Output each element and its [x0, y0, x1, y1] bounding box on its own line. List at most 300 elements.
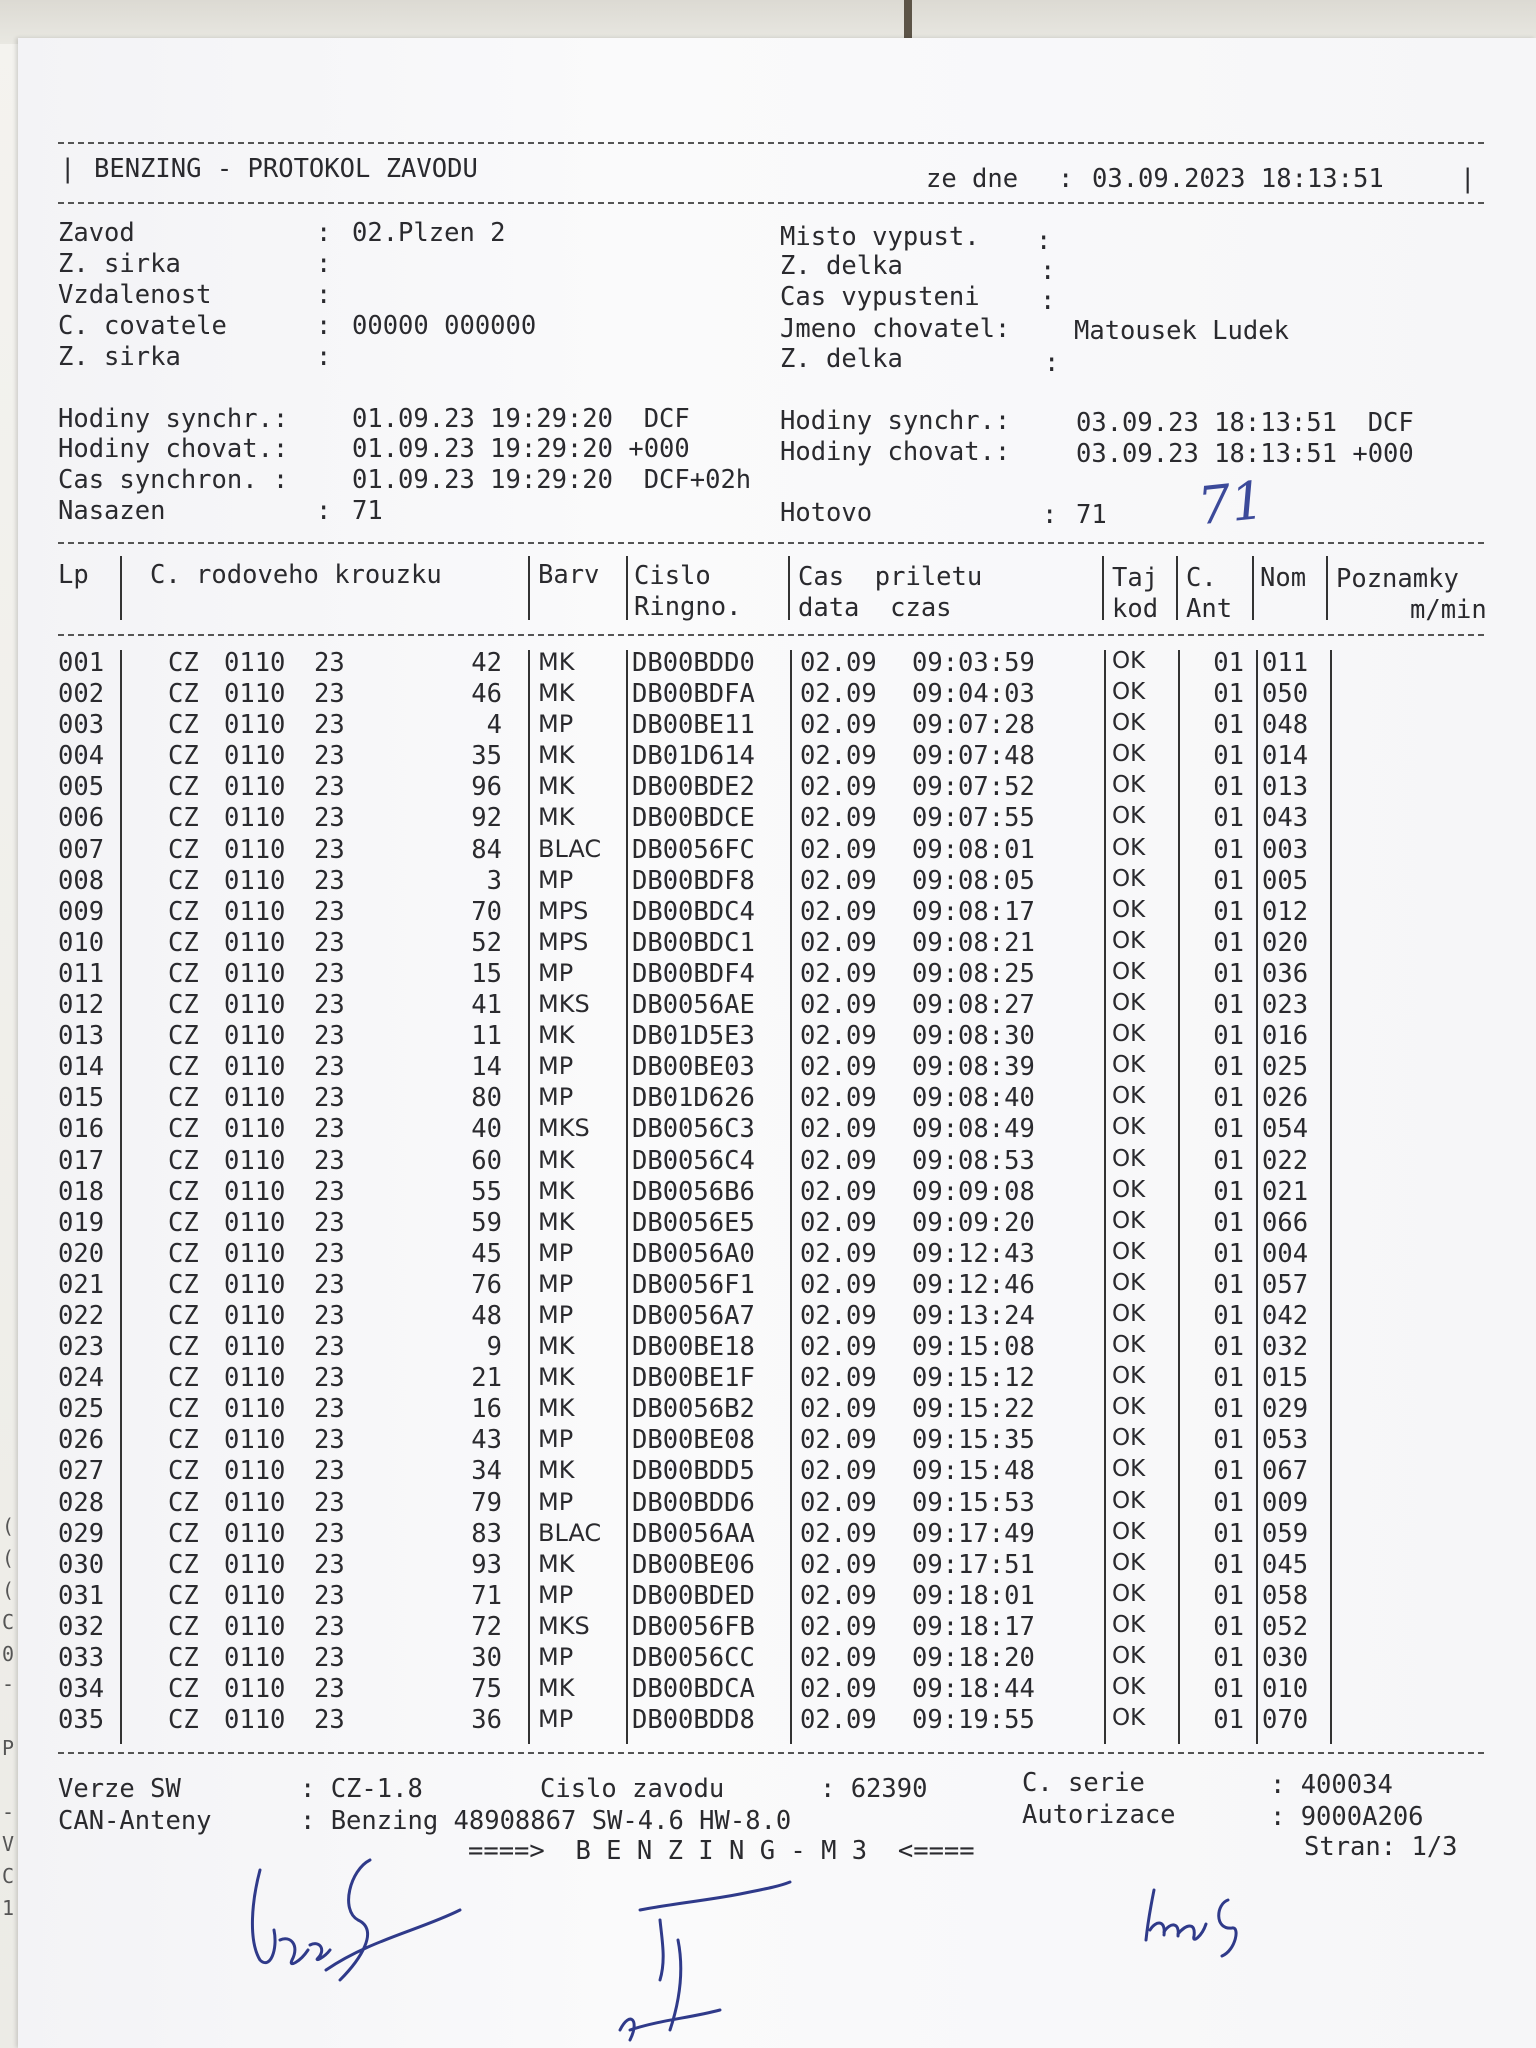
cell-year: 23: [314, 1207, 345, 1238]
cell-nom: 011: [1262, 648, 1309, 678]
cell-nom: 048: [1262, 710, 1309, 741]
cell-antenna: 01: [1213, 1643, 1244, 1673]
table-row: [58, 1705, 1498, 1736]
info-value-covatele: 00000 000000: [352, 311, 537, 341]
cell-taj: OK: [1112, 1363, 1146, 1390]
cell-date: 02.09: [800, 1611, 877, 1642]
table-row: [58, 1425, 1498, 1456]
cell-org: 0110: [224, 741, 286, 772]
cell-org: 0110: [224, 648, 286, 678]
cell-barv: MK: [538, 741, 575, 770]
cell-taj: OK: [1112, 1052, 1146, 1079]
cell-date: 02.09: [800, 741, 877, 772]
info-colon: :: [316, 342, 332, 372]
cell-ringno: DB00BDFA: [632, 679, 755, 710]
cell-year: 23: [314, 1394, 345, 1425]
cell-time: 09:07:52: [912, 772, 1035, 803]
cell-time: 09:07:55: [912, 803, 1035, 834]
margin-mark: -: [2, 1800, 15, 1824]
cell-time: 09:08:21: [912, 927, 1035, 958]
table-row: [58, 741, 1498, 772]
cell-antenna: 01: [1213, 1363, 1244, 1394]
cell-nom: 045: [1262, 1549, 1309, 1580]
info-label-delka: Z. delka: [780, 251, 903, 281]
cell-year: 23: [314, 1705, 345, 1736]
cell-country: CZ: [168, 1674, 199, 1705]
cell-lp: 009: [58, 896, 105, 927]
cell-org: 0110: [224, 1580, 286, 1611]
cell-year: 23: [314, 1145, 345, 1176]
cell-nom: 005: [1262, 865, 1309, 896]
cell-barv: MP: [538, 958, 574, 987]
cell-antenna: 01: [1213, 803, 1244, 834]
cell-year: 23: [314, 1363, 345, 1394]
cell-lp: 010: [58, 927, 105, 958]
cell-antenna: 01: [1213, 865, 1244, 896]
cell-org: 0110: [224, 1114, 286, 1145]
info-label-jmeno: Jmeno chovatel:: [780, 314, 1011, 344]
cell-ringno: DB00BE06: [632, 1549, 755, 1580]
cell-ringno: DB00BDF4: [632, 958, 755, 989]
cell-ring-number: 71: [471, 1580, 502, 1611]
cell-antenna: 01: [1213, 1518, 1244, 1549]
col-header-cas: Cas priletu: [798, 562, 983, 592]
cell-ring-number: 45: [471, 1238, 502, 1269]
cell-year: 23: [314, 1238, 345, 1269]
signature-2: [600, 1880, 800, 2048]
footer-cislo-label: Cislo zavodu: [540, 1774, 725, 1804]
cell-country: CZ: [168, 803, 199, 834]
cell-nom: 015: [1262, 1363, 1309, 1394]
cell-nom: 010: [1262, 1674, 1309, 1705]
cell-time: 09:17:49: [912, 1518, 1035, 1549]
cell-taj: OK: [1112, 1580, 1146, 1607]
cell-date: 02.09: [800, 1176, 877, 1207]
cell-antenna: 01: [1213, 1394, 1244, 1425]
cell-ring-number: 79: [471, 1487, 502, 1518]
cell-taj: OK: [1112, 1674, 1146, 1701]
cell-country: CZ: [168, 1176, 199, 1207]
cell-taj: OK: [1112, 1083, 1146, 1110]
cell-time: 09:03:59: [912, 648, 1035, 678]
cell-date: 02.09: [800, 679, 877, 710]
cell-time: 09:08:40: [912, 1083, 1035, 1114]
table-row: [58, 772, 1498, 803]
cell-ring-number: 76: [471, 1269, 502, 1300]
cell-taj: OK: [1112, 834, 1146, 861]
cell-nom: 057: [1262, 1269, 1309, 1300]
sync-label-hodiny-synchr: Hodiny synchr.:: [58, 404, 289, 434]
cell-lp: 015: [58, 1083, 105, 1114]
cell-org: 0110: [224, 710, 286, 741]
cell-antenna: 01: [1213, 1705, 1244, 1736]
margin-mark: (: [2, 1546, 15, 1570]
cell-lp: 033: [58, 1643, 105, 1673]
cell-time: 09:15:48: [912, 1456, 1035, 1487]
cell-org: 0110: [224, 1487, 286, 1518]
cell-year: 23: [314, 772, 345, 803]
cell-ringno: DB00BDCE: [632, 803, 755, 834]
cell-country: CZ: [168, 1021, 199, 1052]
footer-cislo-value: : 62390: [820, 1774, 928, 1804]
cell-ring-number: 34: [471, 1456, 502, 1487]
cell-barv: MKS: [538, 990, 590, 1019]
cell-org: 0110: [224, 1394, 286, 1425]
info-label-sirka-2: Z. sirka: [58, 342, 181, 372]
cell-lp: 029: [58, 1518, 105, 1549]
cell-date: 02.09: [800, 1332, 877, 1363]
cell-lp: 019: [58, 1207, 105, 1238]
cell-taj: OK: [1112, 679, 1146, 706]
sync-label-hodiny-chovat-right: Hodiny chovat.:: [780, 437, 1011, 467]
cell-barv: MKS: [538, 1114, 590, 1143]
cell-antenna: 01: [1213, 710, 1244, 741]
cell-taj: OK: [1112, 896, 1146, 923]
cell-nom: 021: [1262, 1176, 1309, 1207]
cell-lp: 013: [58, 1021, 105, 1052]
cell-time: 09:18:01: [912, 1580, 1035, 1611]
sync-value-hotovo: 71: [1076, 500, 1107, 530]
cell-taj: OK: [1112, 865, 1146, 892]
cell-nom: 032: [1262, 1332, 1309, 1363]
cell-barv: MP: [538, 1643, 574, 1671]
info-colon: :: [1036, 226, 1052, 256]
cell-country: CZ: [168, 896, 199, 927]
cell-year: 23: [314, 1176, 345, 1207]
cell-ringno: DB00BDC1: [632, 927, 755, 958]
cell-org: 0110: [224, 1674, 286, 1705]
cell-time: 09:08:17: [912, 896, 1035, 927]
cell-year: 23: [314, 958, 345, 989]
cell-ring-number: 46: [471, 679, 502, 710]
col-header-cislo: Cislo: [634, 561, 711, 591]
cell-barv: MK: [538, 1363, 575, 1392]
table-row: [58, 1301, 1498, 1332]
handwritten-count: 71: [1195, 470, 1268, 538]
col-separator: [1326, 556, 1328, 620]
sync-value-hodiny-synchr-right: 03.09.23 18:13:51 DCF: [1076, 408, 1414, 438]
cell-country: CZ: [168, 648, 199, 678]
cell-lp: 016: [58, 1114, 105, 1145]
cell-country: CZ: [168, 741, 199, 772]
cell-time: 09:08:05: [912, 865, 1035, 896]
cell-country: CZ: [168, 772, 199, 803]
cell-ring-number: 11: [471, 1021, 502, 1052]
table-row: [58, 866, 1498, 897]
info-colon: :: [1044, 348, 1060, 378]
cell-date: 02.09: [800, 1021, 877, 1052]
cell-country: CZ: [168, 834, 199, 865]
cell-antenna: 01: [1213, 1300, 1244, 1331]
cell-country: CZ: [168, 1083, 199, 1114]
cell-org: 0110: [224, 1518, 286, 1549]
table-row: [58, 1643, 1498, 1674]
cell-lp: 007: [58, 834, 105, 865]
col-separator: [1176, 556, 1178, 620]
cell-lp: 032: [58, 1611, 105, 1642]
header-top-rule: [58, 142, 1484, 144]
margin-mark: -: [2, 1672, 15, 1696]
cell-antenna: 01: [1213, 927, 1244, 958]
cell-antenna: 01: [1213, 1021, 1244, 1052]
cell-year: 23: [314, 679, 345, 710]
col-header-barv: Barv: [538, 560, 600, 590]
col-header-ringno: Ringno.: [634, 592, 742, 622]
cell-date: 02.09: [800, 958, 877, 989]
sync-label-hodiny-chovat: Hodiny chovat.:: [58, 434, 289, 464]
cell-antenna: 01: [1213, 741, 1244, 772]
footer-verze-value: : CZ-1.8: [300, 1774, 423, 1804]
cell-ringno: DB00BE11: [632, 710, 755, 741]
cell-date: 02.09: [800, 927, 877, 958]
cell-country: CZ: [168, 1052, 199, 1083]
footer-page-number: Stran: 1/3: [1304, 1832, 1458, 1862]
table-row: [58, 990, 1498, 1021]
cell-ringno: DB0056A0: [632, 1238, 755, 1269]
cell-year: 23: [314, 1021, 345, 1052]
table-row: [58, 959, 1498, 990]
cell-ring-number: 48: [471, 1300, 502, 1331]
table-row: [58, 1550, 1498, 1581]
cell-lp: 030: [58, 1549, 105, 1580]
cell-date: 02.09: [800, 772, 877, 803]
cell-country: CZ: [168, 990, 199, 1021]
cell-time: 09:08:30: [912, 1021, 1035, 1052]
cell-time: 09:15:22: [912, 1394, 1035, 1425]
cell-taj: OK: [1112, 1705, 1146, 1732]
sync-label-hotovo: Hotovo: [780, 498, 873, 528]
cell-lp: 025: [58, 1394, 105, 1425]
cell-time: 09:18:44: [912, 1674, 1035, 1705]
cell-nom: 067: [1262, 1456, 1309, 1487]
cell-antenna: 01: [1213, 1611, 1244, 1642]
cell-lp: 014: [58, 1052, 105, 1083]
cell-nom: 022: [1262, 1145, 1309, 1176]
header-left-bar: |: [60, 154, 76, 184]
cell-barv: MP: [538, 1052, 574, 1081]
cell-org: 0110: [224, 1145, 286, 1176]
cell-taj: OK: [1112, 1021, 1146, 1048]
cell-lp: 017: [58, 1145, 105, 1176]
cell-lp: 021: [58, 1269, 105, 1300]
cell-antenna: 01: [1213, 1580, 1244, 1611]
margin-mark: C: [2, 1864, 15, 1888]
cell-country: CZ: [168, 1114, 199, 1145]
cell-ring-number: 83: [471, 1518, 502, 1549]
col-header-ring: C. rodoveho krouzku: [150, 560, 442, 590]
cell-barv: MK: [538, 1332, 575, 1361]
cell-barv: MK: [538, 1674, 575, 1703]
footer-autor-label: Autorizace: [1022, 1800, 1176, 1830]
info-colon: :: [1042, 500, 1058, 530]
cell-time: 09:12:43: [912, 1238, 1035, 1269]
cell-org: 0110: [224, 1083, 286, 1114]
cell-year: 23: [314, 834, 345, 865]
cell-country: CZ: [168, 1207, 199, 1238]
table-row: [58, 835, 1498, 866]
cell-org: 0110: [224, 803, 286, 834]
cell-lp: 022: [58, 1300, 105, 1331]
cell-barv: MP: [538, 1705, 574, 1734]
cell-lp: 028: [58, 1487, 105, 1518]
cell-ring-number: 43: [471, 1425, 502, 1456]
info-label-cas-vypusteni: Cas vypusteni: [780, 282, 980, 312]
cell-year: 23: [314, 1425, 345, 1456]
cell-nom: 023: [1262, 990, 1309, 1021]
info-colon: :: [1040, 256, 1056, 286]
col-header-nom: Nom: [1260, 563, 1307, 593]
cell-ring-number: 35: [471, 741, 502, 772]
cell-org: 0110: [224, 1269, 286, 1300]
info-colon: :: [316, 496, 332, 526]
cell-date: 02.09: [800, 1549, 877, 1580]
cell-barv: MP: [538, 1238, 574, 1267]
cell-ringno: DB0056FC: [632, 834, 755, 865]
cell-antenna: 01: [1213, 1456, 1244, 1487]
cell-org: 0110: [224, 1611, 286, 1642]
cell-ringno: DB00BDD0: [632, 648, 755, 678]
cell-year: 23: [314, 1456, 345, 1487]
cell-date: 02.09: [800, 710, 877, 741]
cell-country: CZ: [168, 1394, 199, 1425]
info-colon: :: [316, 311, 332, 341]
cell-date: 02.09: [800, 648, 877, 678]
cell-taj: OK: [1112, 1487, 1146, 1514]
cell-country: CZ: [168, 958, 199, 989]
cell-taj: OK: [1112, 1176, 1146, 1203]
cell-barv: MK: [538, 1394, 575, 1423]
cell-ring-number: 21: [471, 1363, 502, 1394]
cell-time: 09:15:12: [912, 1363, 1035, 1394]
cell-ring-number: 72: [471, 1611, 502, 1642]
cell-antenna: 01: [1213, 1083, 1244, 1114]
cell-year: 23: [314, 865, 345, 896]
cell-ringno: DB0056B2: [632, 1394, 755, 1425]
cell-ring-number: 84: [471, 834, 502, 865]
cell-country: CZ: [168, 710, 199, 741]
table-row: [58, 1456, 1498, 1487]
cell-antenna: 01: [1213, 772, 1244, 803]
cell-antenna: 01: [1213, 1114, 1244, 1145]
cell-antenna: 01: [1213, 1176, 1244, 1207]
cell-org: 0110: [224, 1176, 286, 1207]
cell-taj: OK: [1112, 1549, 1146, 1576]
cell-nom: 026: [1262, 1083, 1309, 1114]
cell-lp: 011: [58, 958, 105, 989]
cell-ring-number: 75: [471, 1674, 502, 1705]
cell-ringno: DB0056B6: [632, 1176, 755, 1207]
cell-barv: MP: [538, 1580, 574, 1609]
info-label-vzdalenost: Vzdalenost: [58, 280, 212, 310]
table-row: [58, 1488, 1498, 1519]
cell-barv: MK: [538, 1176, 575, 1205]
info-colon: :: [316, 280, 332, 310]
cell-lp: 024: [58, 1363, 105, 1394]
cell-ring-number: 40: [471, 1114, 502, 1145]
cell-ring-number: 59: [471, 1207, 502, 1238]
cell-barv: MK: [538, 648, 575, 676]
signature-1: [230, 1850, 470, 2000]
col-header-c: C.: [1186, 563, 1217, 593]
cell-antenna: 01: [1213, 1207, 1244, 1238]
cell-year: 23: [314, 648, 345, 678]
cell-nom: 014: [1262, 741, 1309, 772]
cell-nom: 043: [1262, 803, 1309, 834]
cell-lp: 031: [58, 1580, 105, 1611]
cell-country: CZ: [168, 1456, 199, 1487]
cell-ring-number: 60: [471, 1145, 502, 1176]
table-row: [58, 1519, 1498, 1550]
cell-barv: MPS: [538, 896, 589, 925]
cell-nom: 013: [1262, 772, 1309, 803]
table-row: [58, 1177, 1498, 1208]
cell-ringno: DB0056F1: [632, 1269, 755, 1300]
col-header-ant: Ant: [1186, 594, 1233, 624]
cell-barv: MP: [538, 1269, 574, 1298]
cell-country: CZ: [168, 1363, 199, 1394]
cell-taj: OK: [1112, 803, 1146, 830]
cell-year: 23: [314, 741, 345, 772]
cell-ringno: DB0056CC: [632, 1643, 755, 1673]
cell-barv: MK: [538, 772, 575, 801]
cell-year: 23: [314, 1580, 345, 1611]
cell-taj: OK: [1112, 990, 1146, 1017]
cell-org: 0110: [224, 679, 286, 710]
cell-barv: MP: [538, 1083, 574, 1112]
cell-date: 02.09: [800, 1363, 877, 1394]
table-row: [58, 1332, 1498, 1363]
table-row: [58, 1208, 1498, 1239]
table-row: [58, 1270, 1498, 1301]
cell-ringno: DB00BDD6: [632, 1487, 755, 1518]
cell-date: 02.09: [800, 1114, 877, 1145]
cell-country: CZ: [168, 1145, 199, 1176]
info-label-delka-2: Z. delka: [780, 344, 903, 374]
header-bottom-rule: [58, 202, 1484, 204]
cell-date: 02.09: [800, 865, 877, 896]
date-label: ze dne: [926, 164, 1019, 194]
cell-country: CZ: [168, 1487, 199, 1518]
cell-barv: MP: [538, 1425, 574, 1454]
cell-ring-number: 4: [486, 710, 502, 741]
cell-nom: 059: [1262, 1518, 1309, 1549]
info-colon: :: [316, 249, 332, 279]
cell-date: 02.09: [800, 1394, 877, 1425]
cell-antenna: 01: [1213, 648, 1244, 678]
cell-taj: OK: [1112, 1269, 1146, 1296]
results-table: [58, 648, 1498, 1736]
col-header-data-czas: data czas: [798, 593, 952, 623]
cell-time: 09:19:55: [912, 1705, 1035, 1736]
table-row: [58, 897, 1498, 928]
cell-ring-number: 96: [471, 772, 502, 803]
info-label-zavod: Zavod: [58, 218, 135, 248]
cell-time: 09:08:25: [912, 958, 1035, 989]
cell-nom: 052: [1262, 1611, 1309, 1642]
cell-country: CZ: [168, 1425, 199, 1456]
cell-ringno: DB0056FB: [632, 1611, 755, 1642]
cell-year: 23: [314, 896, 345, 927]
table-row: [58, 1674, 1498, 1705]
cell-lp: 002: [58, 679, 105, 710]
cell-antenna: 01: [1213, 1549, 1244, 1580]
cell-time: 09:09:20: [912, 1207, 1035, 1238]
info-label-sirka: Z. sirka: [58, 249, 181, 279]
cell-nom: 036: [1262, 958, 1309, 989]
cell-nom: 029: [1262, 1394, 1309, 1425]
cell-nom: 004: [1262, 1238, 1309, 1269]
cell-org: 0110: [224, 1643, 286, 1673]
